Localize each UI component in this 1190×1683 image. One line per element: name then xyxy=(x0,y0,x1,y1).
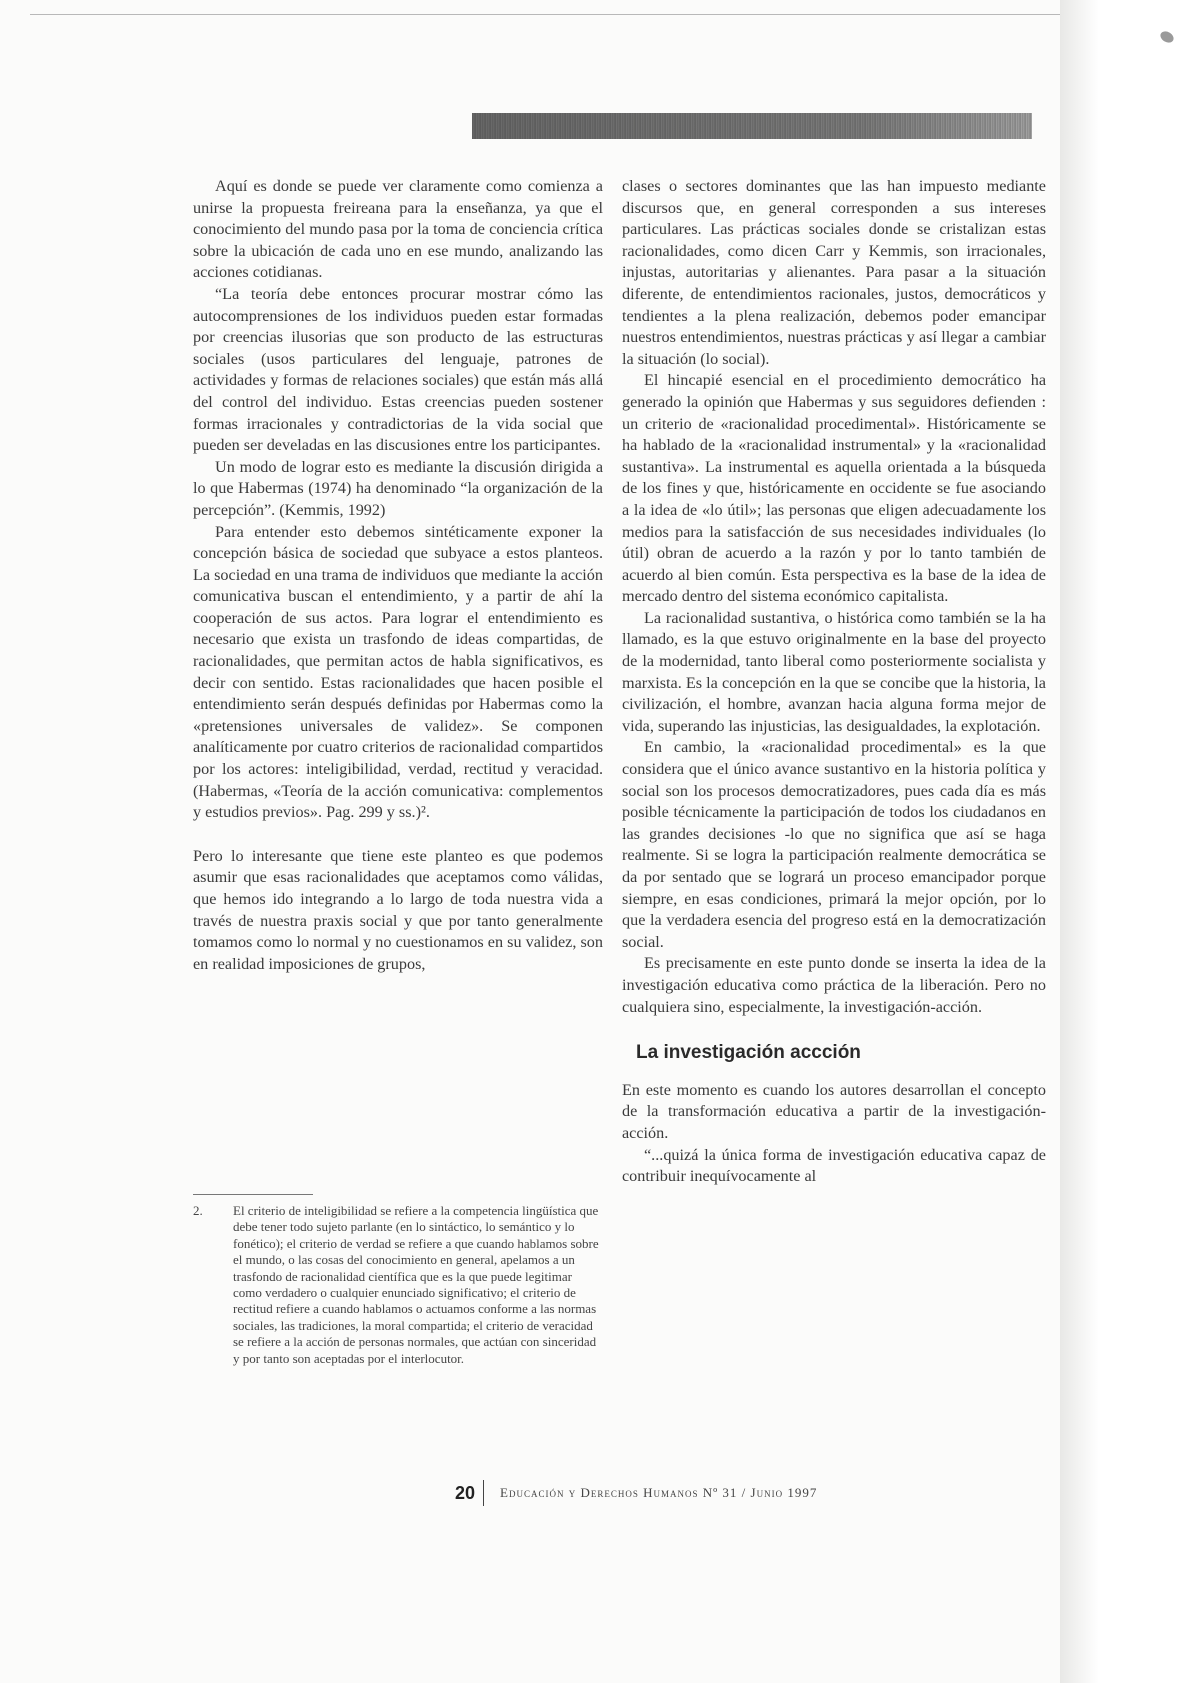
paragraph: Pero lo interesante que tiene este planteo es que podemos asumir que esas racionalidades que aceptamos como válidas, que hemos ido integrando a lo largo de toda nuestra vida a través de nuestra praxis social y que por tanto generalmente tomamos como lo normal y no cuestionamos en su validez, son en realidad imposiciones de grupos, xyxy=(193,846,603,973)
footer-divider xyxy=(483,1480,484,1506)
top-rule xyxy=(30,14,1060,15)
paragraph: En cambio, la «racionalidad procedimental» es la que considera que el único avance sustantivo en la historia política y social son los procesos democratizadores, pues cada día es más posible técnicamente la participación de todos los ciudadanos en las grandes decisiones -lo que no significa que así se haga realmente. Si se logra la participación realmente democrática se da por sentado que se logrará un proceso emancipador porque siempre, en esas condiciones, primará la mejor opción, por lo que la verdadera esencia del progreso está en la democratización social. xyxy=(622,738,1046,951)
paragraph-quote: “...quizá la única forma de investigación educativa capaz de contribuir inequívocamente al xyxy=(622,1145,1046,1186)
paragraph: El hincapié esencial en el procedimiento democrático ha generado la opinión que Habermas y sus seguidores defienden : un criterio de «racionalidad procedimental». Históricamente se ha hablado de la «racionalidad instrumental» y la «racionalidad sustantiva». La instrumental es aquella orientada a la búsqueda de los fines y que, históricamente en occidente se fue asociando a la idea de «lo útil»; las personas que eligen adecuadamente los medios para la satisfacción de sus necesidades individuales (lo útil) obran de acuerdo a la razón y por lo tanto también de acuerdo al bien común. Esta perspectiva es la base de la idea de mercado dentro del sistema económico capitalista. xyxy=(622,371,1046,606)
header-texture-band xyxy=(472,113,1032,139)
paragraph: La racionalidad sustantiva, o histórica como también se la ha llamado, es la que estuvo originalmente en la base del proyecto de la modernidad, tanto liberal como posteriormente socialista y marxista. Es la concepción en la que se concibe que la historia, la civilización, el hombre, avanzan hacia alguna forma mejor de vida, superando las injusticias, las desigualdades, la explotación. xyxy=(622,608,1046,735)
section-heading: La investigación accción xyxy=(636,1042,861,1064)
paragraph: Es precisamente en este punto donde se inserta la idea de la investigación educativa como práctica de la liberación. Pero no cualquiera sino, especialmente, la investigación-acción. xyxy=(622,954,1046,1016)
page-footer xyxy=(455,1480,817,1506)
paragraph: En este momento es cuando los autores desarrollan el concepto de la transformación educativa a partir de la investigación-acción. xyxy=(622,1080,1046,1142)
page-number: 20 xyxy=(455,1482,476,1503)
paragraph-quote: “La teoría debe entonces procurar mostrar cómo las autocomprensiones de los individuos pueden estar formadas por creencias ilusorias que son producto de las estructuras sociales (usos particulares del lenguaje, patrones de actividades y formas de relaciones sociales) que están más allá del control del individuo. Estas creencias pueden sostener formas irracionales y contradictorias de la vida social que pueden ser develadas en las discusiones entre los participantes. xyxy=(193,284,603,455)
right-column xyxy=(622,176,1046,1188)
paragraph: Aquí es donde se puede ver claramente como comienza a unirse la propuesta freireana para la enseñanza, ya que el conocimiento del mundo pasa por la toma de conciencia crítica sobre la ubicación de cada uno en ese mundo, analizando las acciones cotidianas. xyxy=(193,177,603,282)
footnote-number: 2. xyxy=(193,1203,203,1218)
paragraph: Un modo de lograr esto es mediante la discusión dirigida a lo que Habermas (1974) ha denominado “la organización de la percepción”. (Kemmis, 1992) xyxy=(193,457,603,519)
footnote-text: El criterio de inteligibilidad se refiere a la competencia lingüística que debe tener todo sujeto parlante (en lo sintáctico, lo semántico y lo fonético); el criterio de verdad se refiere a que cuando hablamos sobre el mundo, o las cosas del conocimiento en general, apelamos a un trasfondo de racionalidad científica que es la que puede legitimar como verdadero o cualquier enunciado significativo; el criterio de rectitud refiere a cuando hablamos o actuamos conforme a las normas sociales, las tradiciones, la moral compartida; el criterio de veracidad se refiere a la acción de personas normales, que actúan con sinceridad y por tanto son aceptadas por el interlocutor. xyxy=(233,1203,599,1366)
scan-right-margin xyxy=(1060,0,1190,1683)
footnote xyxy=(193,1203,603,1367)
running-title: Educación y Derechos Humanos Nº 31 / Junio 1997 xyxy=(500,1485,818,1500)
left-column xyxy=(193,176,603,975)
footnote-rule xyxy=(193,1194,313,1195)
paragraph: Para entender esto debemos sintéticamente exponer la concepción básica de sociedad que subyace a estos planteos. La sociedad en una trama de individuos que mediante la acción comunicativa buscan el entendimiento, y a partir de ahí la cooperación de sus actos. Para lograr el entendimiento es necesario que exista un trasfondo de ideas compartidas, de racionalidades, que permitan actos de habla significativos, es decir con sentido. Estas racionalidades que hacen posible el entendimiento serán después definidas por Habermas como la «pretensiones universales de validez». Se componen analíticamente por cuatro criterios de racionalidad compartidos por los actores: inteligibilidad, verdad, rectitud y veracidad. (Habermas, «Teoría de la acción comunicativa: complementos y estudios previos». Pag. 299 y ss.)². xyxy=(193,522,603,822)
paragraph: clases o sectores dominantes que las han impuesto mediante discursos que, en general corresponden a sus intereses particulares. Las prácticas sociales donde se cristalizan estas racionalidades, como dicen Carr y Kemmis, son irracionales, injustas, autoritarias y alienantes. Para pasar a la situación diferente, de entendimientos racionales, justos, democráticos y tendientes a la plena realización, debemos poder emancipar nuestros entendimientos, nuestras prácticas y así llegar a cambiar la situación (lo social). xyxy=(622,177,1046,368)
